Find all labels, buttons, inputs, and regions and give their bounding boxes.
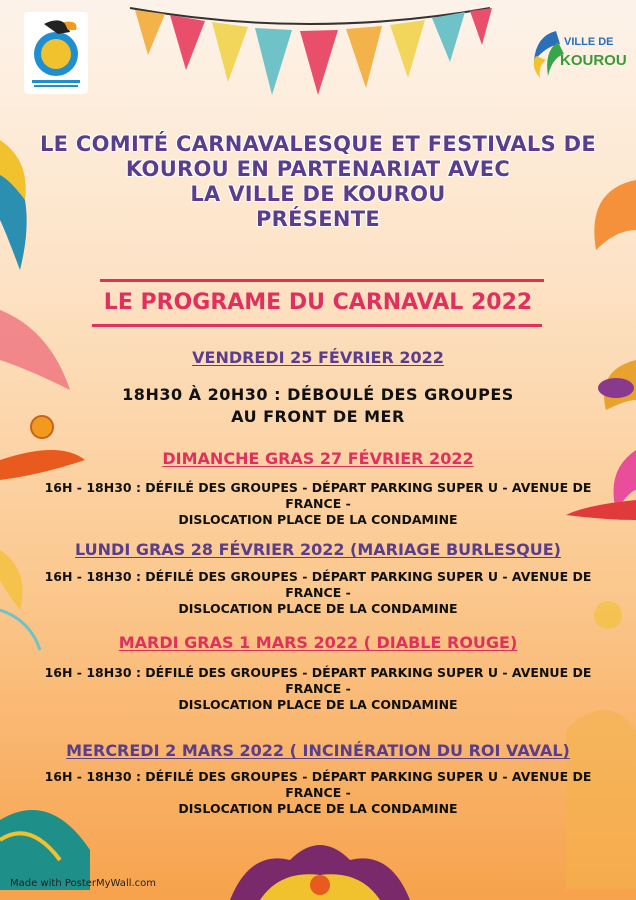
presenter-heading xyxy=(0,132,636,232)
day-title-vendredi: VENDREDI 25 FÉVRIER 2022 xyxy=(192,348,444,367)
detail-line: 16H - 18H30 : DÉFILÉ DES GROUPES - DÉPART PARKING SUPER U - AVENUE DE xyxy=(44,480,592,495)
detail-line: 16H - 18H30 : DÉFILÉ DES GROUPES - DÉPART PARKING SUPER U - AVENUE DE xyxy=(44,769,592,784)
program-title: LE PROGRAME DU CARNAVAL 2022 xyxy=(103,290,533,315)
day-detail-vendredi xyxy=(0,384,636,428)
detail-line: DISLOCATION PLACE DE LA CONDAMINE xyxy=(178,697,458,712)
title-bottom-rule xyxy=(92,324,542,327)
heading-line4: PRÉSENTE xyxy=(255,207,381,231)
logo-line2: KOUROU xyxy=(560,52,627,69)
detail-line: DISLOCATION PLACE DE LA CONDAMINE xyxy=(178,801,458,816)
detail-line: FRANCE - xyxy=(285,496,351,511)
footer-credit[interactable]: Made with PosterMyWall.com xyxy=(10,878,157,889)
detail-line: DISLOCATION PLACE DE LA CONDAMINE xyxy=(178,601,458,616)
detail-line: 16H - 18H30 : DÉFILÉ DES GROUPES - DÉPART PARKING SUPER U - AVENUE DE xyxy=(44,665,592,680)
logo-line1: VILLE DE xyxy=(564,36,614,48)
bottom-center-decoration xyxy=(220,820,420,900)
day-detail-lundi xyxy=(0,569,636,617)
heading-line3: LA VILLE DE KOUROU xyxy=(190,182,446,206)
detail-line: FRANCE - xyxy=(285,785,351,800)
ville-de-kourou-logo xyxy=(520,22,632,92)
title-top-rule xyxy=(100,279,544,282)
day-title-mercredi: MERCREDI 2 MARS 2022 ( INCINÉRATION DU ROI VAVAL) xyxy=(66,741,570,760)
day-detail-dimanche xyxy=(0,480,636,528)
heading-line2: KOUROU EN PARTENARIAT AVEC xyxy=(125,157,511,181)
day-title-lundi: LUNDI GRAS 28 FÉVRIER 2022 (MARIAGE BURLESQUE) xyxy=(75,540,561,559)
detail-line: 18H30 À 20H30 : DÉBOULÉ DES GROUPES xyxy=(122,385,514,404)
bunting-decoration xyxy=(120,0,500,100)
day-detail-mercredi xyxy=(0,769,636,817)
detail-line: FRANCE - xyxy=(285,681,351,696)
detail-line: DISLOCATION PLACE DE LA CONDAMINE xyxy=(178,512,458,527)
committee-logo xyxy=(24,12,88,94)
day-title-mardi: MARDI GRAS 1 MARS 2022 ( DIABLE ROUGE) xyxy=(118,633,518,652)
detail-line: AU FRONT DE MER xyxy=(231,407,405,426)
heading-line1: LE COMITÉ CARNAVALESQUE ET FESTIVALS DE xyxy=(39,132,597,156)
detail-line: 16H - 18H30 : DÉFILÉ DES GROUPES - DÉPART PARKING SUPER U - AVENUE DE xyxy=(44,569,592,584)
day-detail-mardi xyxy=(0,665,636,713)
detail-line: FRANCE - xyxy=(285,585,351,600)
day-title-dimanche: DIMANCHE GRAS 27 FÉVRIER 2022 xyxy=(162,449,474,468)
